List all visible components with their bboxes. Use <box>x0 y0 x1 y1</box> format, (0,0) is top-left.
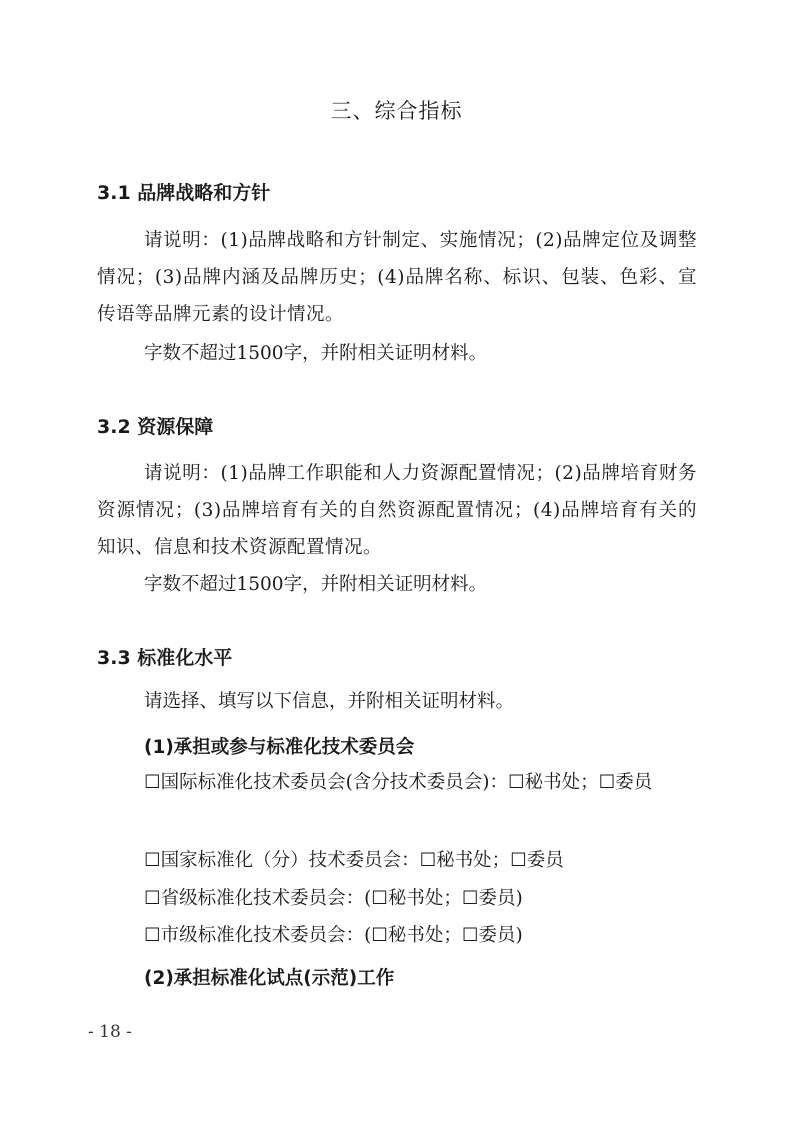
option-city-committee[interactable]: ☐市级标准化技术委员会：(☐秘书处；☐委员) <box>144 925 523 946</box>
section-3-1-note: 字数不超过1500字，并附相关证明材料。 <box>144 343 488 364</box>
section-3-2-description: 请说明：(1)品牌工作职能和人力资源配置情况；(2)品牌培育财务资源情况；(3)品牌培育有关的自然资源配置情况；(4)品牌培育有关的知识、信息和技术资源配置情况。 <box>97 463 697 558</box>
section-heading-3-2: 3.2 资源保障 <box>97 416 214 438</box>
subheading-pilot-work: (2)承担标准化试点(示范)工作 <box>144 968 395 989</box>
subheading-committee: (1)承担或参与标准化技术委员会 <box>144 737 415 758</box>
section-heading-3-3: 3.3 标准化水平 <box>97 647 233 669</box>
option-provincial-committee[interactable]: ☐省级标准化技术委员会：(☐秘书处；☐委员) <box>144 888 523 909</box>
section-3-1-description: 请说明：(1)品牌战略和方针制定、实施情况；(2)品牌定位及调整情况；(3)品牌内涵及品牌历史；(4)品牌名称、标识、包装、色彩、宣传语等品牌元素的设计情况。 <box>97 230 697 325</box>
section-3-3-intro: 请选择、填写以下信息，并附相关证明材料。 <box>144 691 515 712</box>
section-heading-3-1: 3.1 品牌战略和方针 <box>97 182 271 204</box>
section-3-2-note: 字数不超过1500字，并附相关证明材料。 <box>144 574 488 595</box>
option-international-committee[interactable]: ☐国际标准化技术委员会(含分技术委员会)：☐秘书处；☐委员 <box>144 772 653 793</box>
page-number: - 18 - <box>88 1022 132 1042</box>
option-national-committee[interactable]: ☐国家标准化（分）技术委员会：☐秘书处；☐委员 <box>144 850 564 871</box>
page-title: 三、综合指标 <box>330 99 463 123</box>
